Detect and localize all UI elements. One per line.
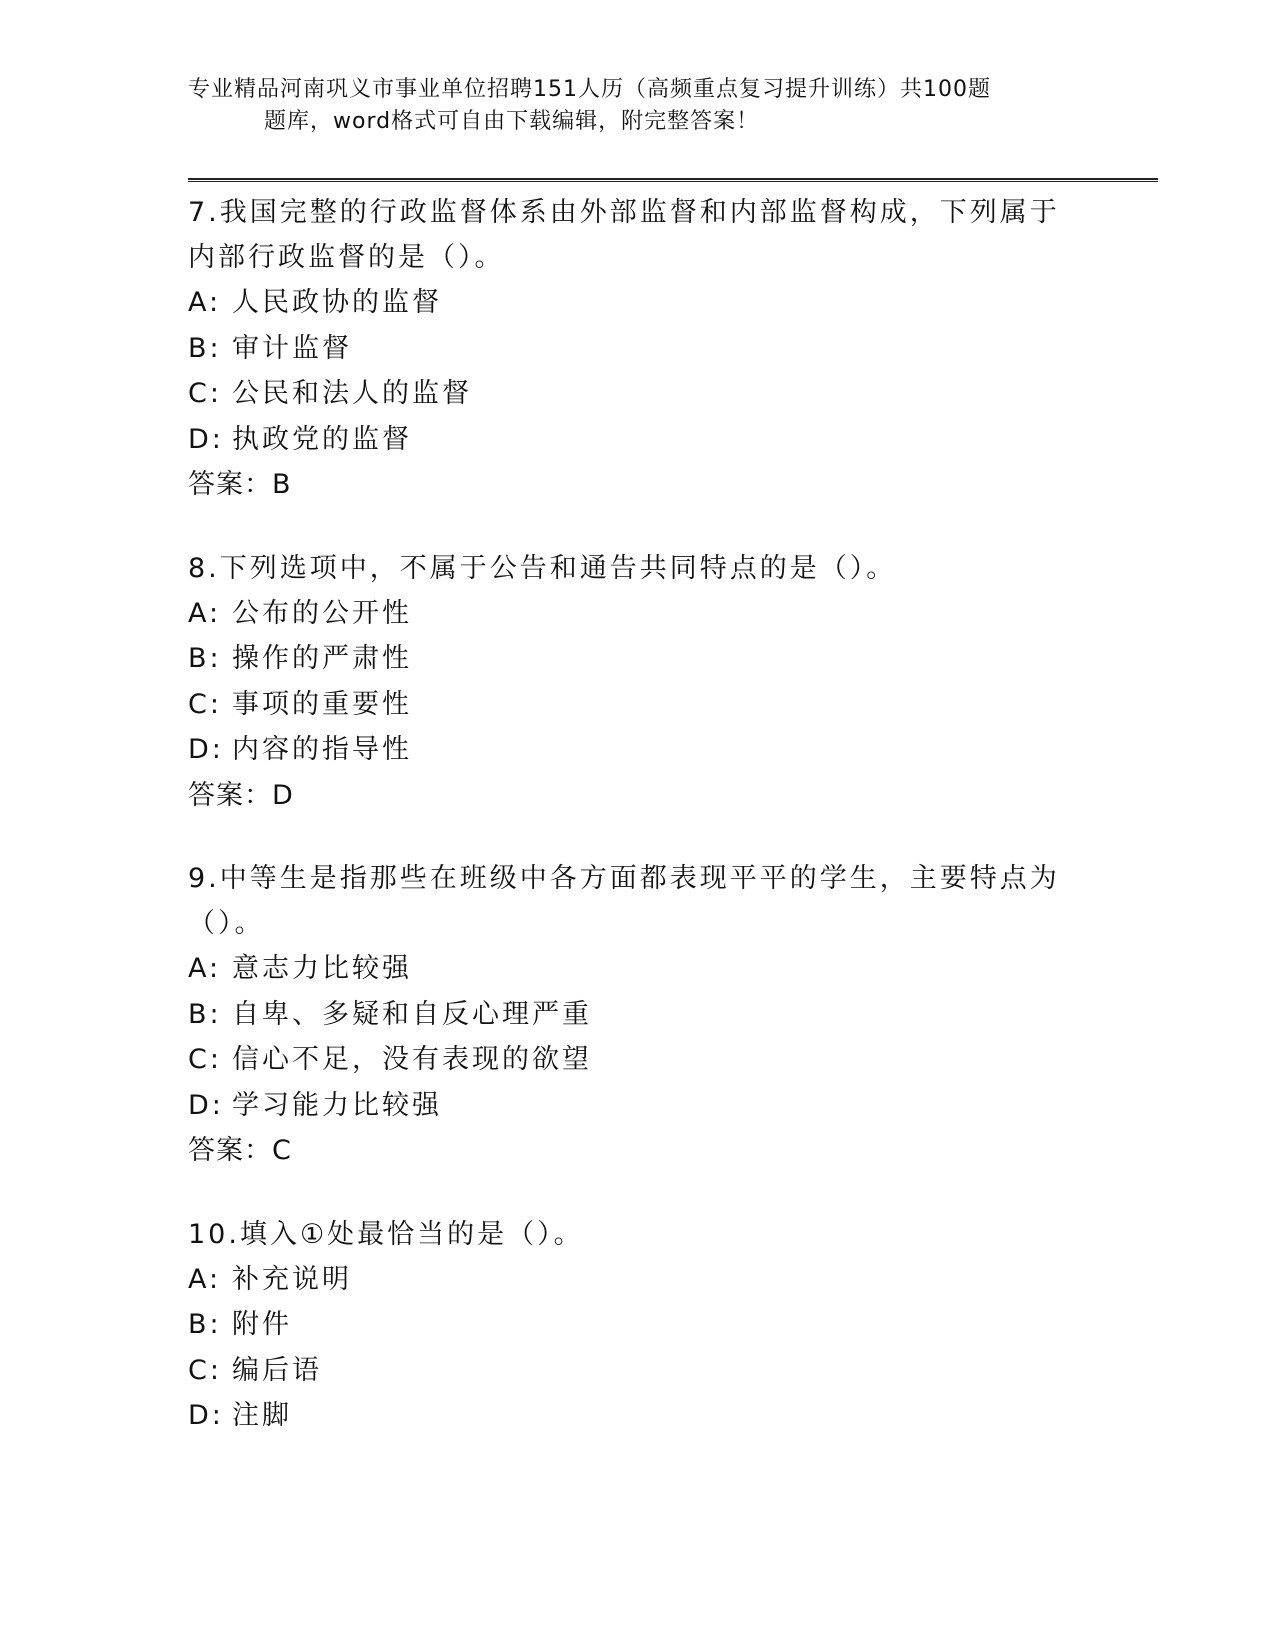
option-text: 内容的指导性: [232, 734, 412, 765]
option-text: 编后语: [232, 1354, 322, 1386]
question-item: [188, 856, 1068, 1174]
option-c: [188, 371, 1068, 417]
option-key: B:: [188, 332, 222, 364]
option-key: C:: [188, 1354, 222, 1386]
option-key: D:: [188, 423, 224, 455]
option-text: 意志力比较强: [232, 953, 412, 984]
option-key: B:: [188, 998, 222, 1030]
option-text: 操作的严肃性: [232, 643, 412, 674]
header-line-2: 题库，word格式可自由下载编辑，附完整答案！: [264, 109, 760, 134]
option-text: 审计监督: [232, 332, 352, 364]
answer-line: 答案：D: [188, 779, 294, 811]
option-b: [188, 992, 1068, 1038]
question-text: 7.我国完整的行政监督体系由外部监督和内部监督构成，下列属于内部行政监督的是（）。: [188, 197, 1060, 273]
option-key: C:: [188, 378, 222, 409]
answer-line: 答案：C: [188, 1135, 292, 1166]
option-key: B:: [188, 643, 222, 674]
option-b: [188, 326, 1068, 372]
option-text: 事项的重要性: [232, 688, 412, 720]
answer-line: 答案：B: [188, 469, 292, 500]
option-a: [188, 591, 1068, 637]
option-text: 执政党的监督: [232, 423, 412, 455]
option-a: [188, 280, 1068, 326]
question-item: [188, 546, 1068, 819]
option-text: 信心不足，没有表现的欲望: [232, 1044, 592, 1075]
option-text: 公布的公开性: [232, 597, 412, 629]
option-d: [188, 417, 1068, 463]
option-key: C:: [188, 688, 222, 720]
header-line-1: 专业精品河南巩义市事业单位招聘151人历（高频重点复习提升训练）共100题: [188, 77, 991, 102]
option-a: [188, 1257, 1068, 1303]
option-b: [188, 1302, 1068, 1348]
option-text: 补充说明: [232, 1263, 352, 1295]
option-text: 注脚: [232, 1400, 292, 1431]
question-item: [188, 1212, 1068, 1439]
option-key: D:: [188, 1400, 224, 1431]
option-key: D:: [188, 1089, 224, 1121]
option-d: [188, 1083, 1068, 1129]
option-key: D:: [188, 734, 224, 765]
option-text: 附件: [232, 1309, 292, 1340]
option-key: C:: [188, 1044, 222, 1075]
question-text: 10.填入①处最恰当的是（）。: [188, 1218, 584, 1250]
option-d: [188, 1393, 1068, 1439]
option-c: [188, 682, 1068, 728]
option-key: A:: [188, 597, 222, 629]
document-header: [188, 74, 1088, 138]
question-text: 9.中等生是指那些在班级中各方面都表现平平的学生，主要特点为（）。: [188, 863, 1060, 939]
question-text: 8.下列选项中，不属于公告和通告共同特点的是（）。: [188, 552, 897, 584]
option-d: [188, 727, 1068, 773]
question-item: [188, 190, 1068, 508]
option-key: B:: [188, 1309, 222, 1340]
option-key: A:: [188, 953, 222, 984]
option-text: 自卑、多疑和自反心理严重: [232, 998, 592, 1030]
header-divider: [188, 178, 1158, 182]
question-list: [188, 190, 1068, 1477]
option-text: 学习能力比较强: [232, 1089, 442, 1121]
option-key: A:: [188, 1263, 222, 1295]
option-b: [188, 636, 1068, 682]
option-key: A:: [188, 287, 222, 318]
option-c: [188, 1037, 1068, 1083]
option-a: [188, 946, 1068, 992]
option-text: 公民和法人的监督: [232, 378, 472, 409]
option-text: 人民政协的监督: [232, 287, 442, 318]
option-c: [188, 1348, 1068, 1394]
